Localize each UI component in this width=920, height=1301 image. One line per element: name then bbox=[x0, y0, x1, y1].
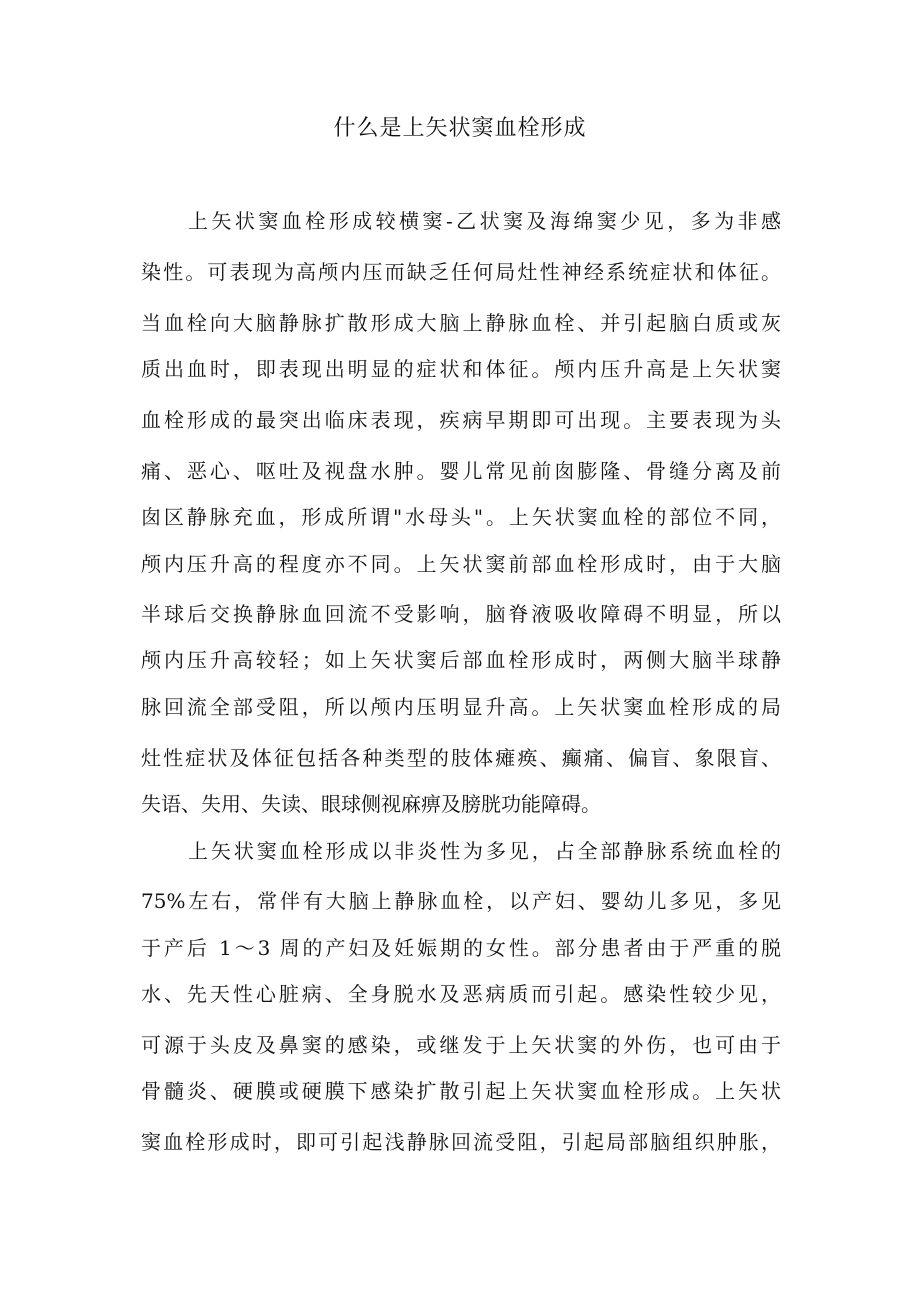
paragraph-2-line-2: 75%左右，常伴有大脑上静脉血栓，以产妇、婴幼儿多见，多见 bbox=[141, 889, 781, 913]
paragraph-2-line-5: 可源于头皮及鼻窦的感染，或继发于上矢状窦的外伤，也可由于 bbox=[141, 1033, 781, 1057]
paragraph-1-line-3: 当血栓向大脑静脉扩散形成大脑上静脉血栓、并引起脑白质或灰 bbox=[141, 311, 781, 335]
paragraph-1-line-11: 脉回流全部受阻，所以颅内压明显升高。上矢状窦血栓形成的局 bbox=[141, 695, 781, 719]
paragraph-1-line-7: 囱区静脉充血，形成所谓"水母头"。上矢状窦血栓的部位不同， bbox=[141, 505, 781, 529]
paragraph-1-line-12: 灶性症状及体征包括各种类型的肢体瘫痪、癫痛、偏盲、象限盲、 bbox=[141, 746, 781, 770]
paragraph-1-line-10: 颅内压升高较轻；如上矢状窦后部血栓形成时，两侧大脑半球静 bbox=[141, 648, 781, 672]
document-title: 什么是上矢状窦血栓形成 bbox=[333, 116, 587, 141]
paragraph-1-line-6: 痛、恶心、呕吐及视盘水肿。婴儿常见前囱膨隆、骨缝分离及前 bbox=[141, 459, 781, 483]
paragraph-2-line-6: 骨髓炎、硬膜或硬膜下感染扩散引起上矢状窦血栓形成。上矢状 bbox=[141, 1079, 781, 1103]
paragraph-2-line-1: 上矢状窦血栓形成以非炎性为多见，占全部静脉系统血栓的 bbox=[188, 839, 781, 863]
paragraph-1-line-5: 血栓形成的最突出临床表现，疾病早期即可出现。主要表现为头 bbox=[141, 408, 781, 432]
paragraph-2-line-7: 窦血栓形成时，即可引起浅静脉回流受阻，引起局部脑组织肿胀， bbox=[141, 1130, 781, 1154]
paragraph-2-line-3: 于产后 1～3 周的产妇及妊娠期的女性。部分患者由于严重的脱 bbox=[141, 936, 781, 960]
paragraph-1-line-4: 质出血时，即表现出明显的症状和体征。颅内压升高是上矢状窦 bbox=[141, 357, 781, 381]
paragraph-1-line-9: 半球后交换静脉血回流不受影响，脑脊液吸收障碍不明显，所以 bbox=[141, 602, 781, 626]
paragraph-1-line-13: 失语、失用、失读、眼球侧视麻痹及膀胱功能障碍。 bbox=[141, 792, 601, 816]
paragraph-1-line-8: 颅内压升高的程度亦不同。上矢状窦前部血栓形成时，由于大脑 bbox=[141, 552, 781, 576]
paragraph-2-line-4: 水、先天性心脏病、全身脱水及恶病质而引起。感染性较少见， bbox=[141, 982, 781, 1006]
paragraph-1-line-2: 染性。可表现为高颅内压而缺乏任何局灶性神经系统症状和体征。 bbox=[141, 260, 781, 284]
paragraph-1-line-1: 上矢状窦血栓形成较横窦-乙状窦及海绵窦少见，多为非感 bbox=[188, 209, 781, 233]
